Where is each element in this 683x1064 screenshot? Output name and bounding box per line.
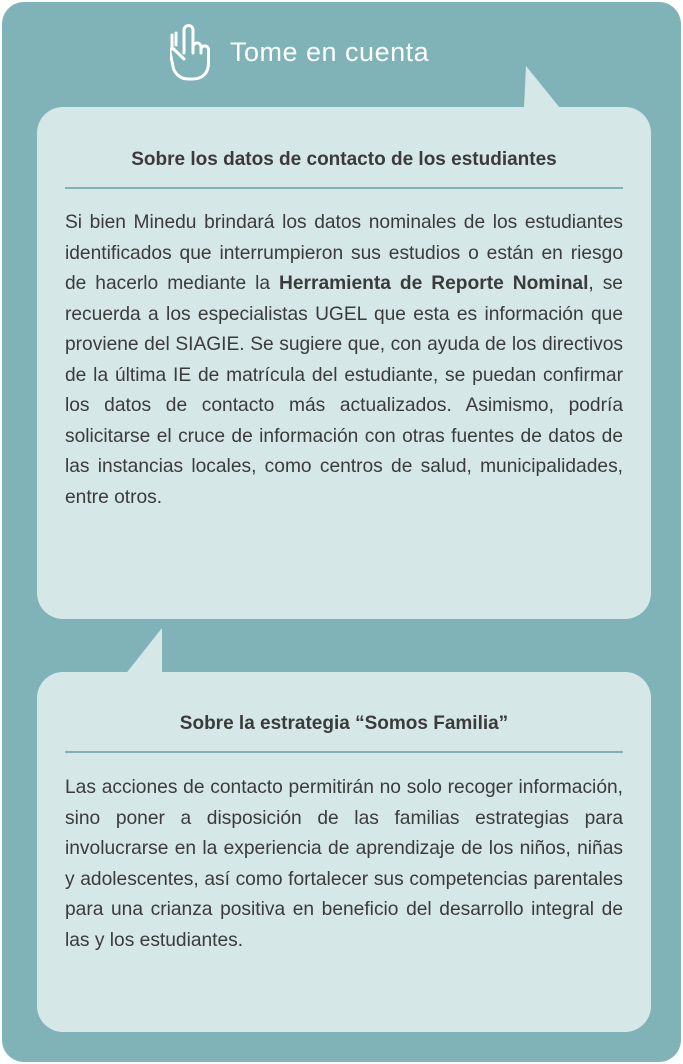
somos-familia-text: Las acciones de contacto permitirán no solo recoger información, sino poner a disposición de las familias estrategias para involucrarse en la experiencia de aprendizaje de los niños, niñas y adolescentes, así como fortalecer sus competencias parentales para una crianza positiva en beneficio del desarrollo integral de las y los estudiantes. bbox=[65, 777, 623, 951]
panel-title: Tome en cuenta bbox=[230, 36, 430, 67]
panel-header bbox=[170, 22, 429, 82]
speech-bubble-tail-top bbox=[520, 66, 565, 111]
contact-data-text bbox=[65, 208, 623, 513]
hand-pointing-up-icon bbox=[170, 23, 210, 81]
somos-familia-title: Sobre la estrategia “Somos Familia” bbox=[179, 713, 509, 734]
contact-data-box bbox=[37, 107, 651, 619]
contact-data-text-end: , se recuerda a los especialistas UGEL que esta es información que proviene del SIAGIE. Se sugiere que, con ayuda de los directivos de la última IE de matrícula del estudiante, se puedan confirmar los datos de contacto más actualizados. Asimismo, podría solicitarse el cruce de información con otras fuentes de datos de las instancias locales, como centros de salud, municipalidades, entre otros. bbox=[65, 273, 623, 508]
speech-bubble-tail-bottom bbox=[122, 628, 167, 678]
info-panel bbox=[2, 2, 681, 1062]
title-divider bbox=[65, 187, 623, 189]
contact-data-text-start: Si bien Minedu brindará los datos nominales de los estudiantes identificados que interrumpieron sus estudios o están en riesgo de hacerlo mediante la bbox=[65, 212, 623, 294]
title-divider bbox=[65, 751, 623, 753]
somos-familia-box bbox=[37, 672, 651, 1032]
herramienta-reporte-nominal-term: Herramienta de Reporte Nominal bbox=[278, 273, 589, 294]
contact-data-title: Sobre los datos de contacto de los estudiantes bbox=[131, 149, 557, 170]
